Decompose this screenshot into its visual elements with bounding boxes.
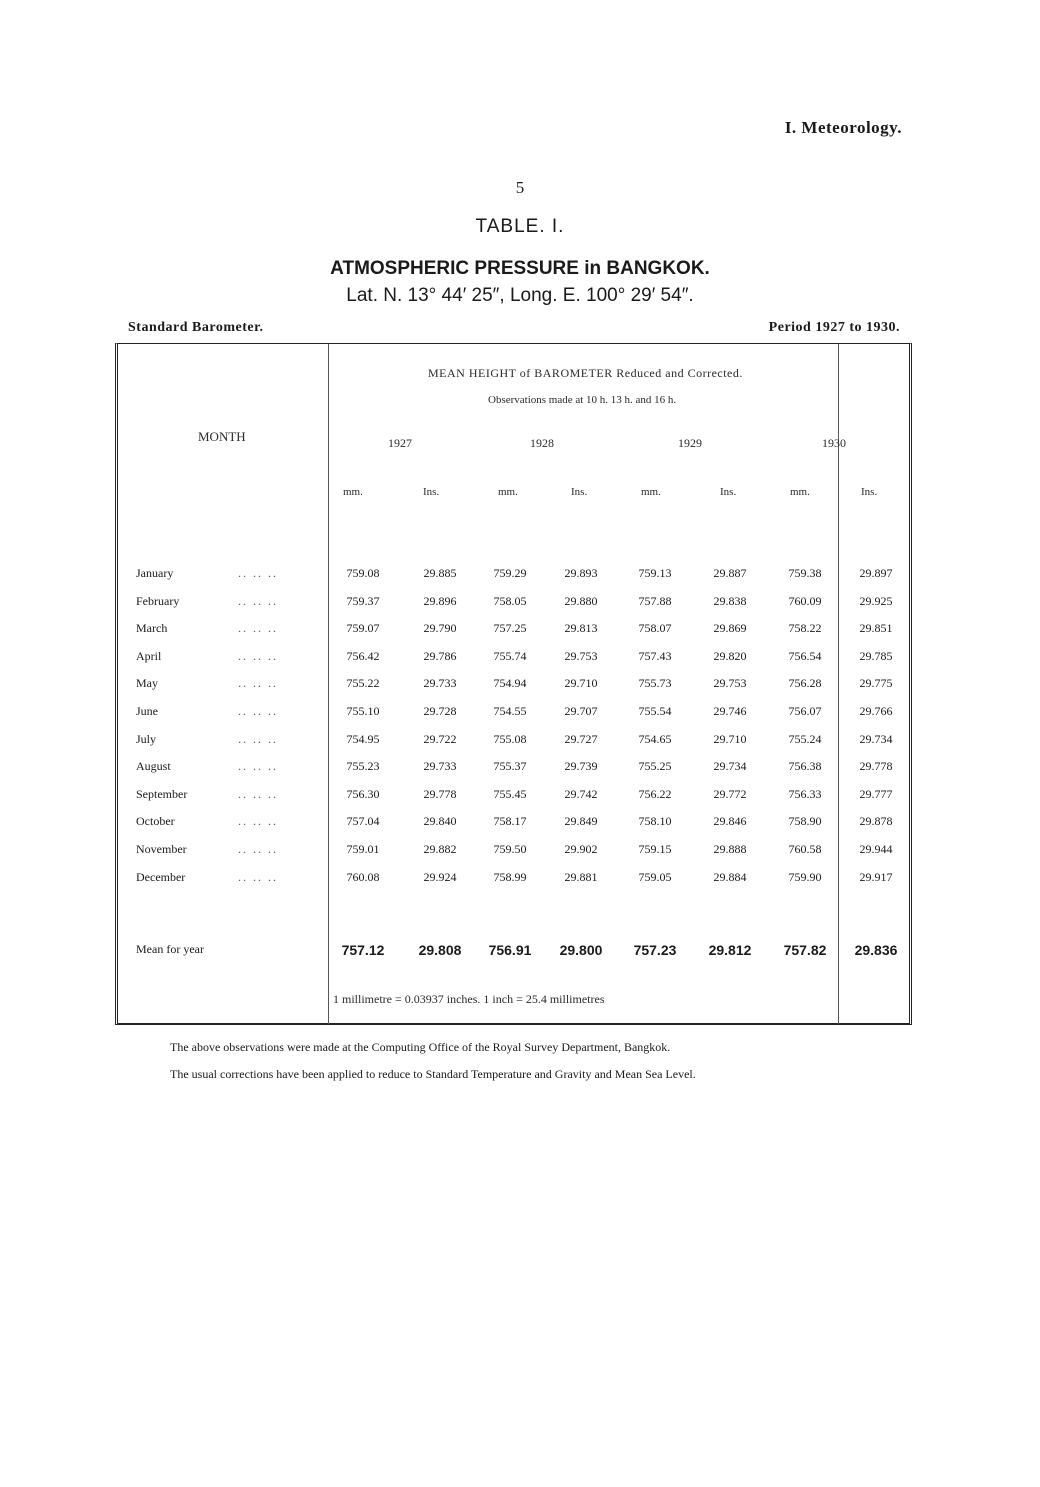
pressure-value: 29.924 bbox=[423, 869, 457, 884]
pressure-value: 754.94 bbox=[493, 676, 527, 691]
month-label: June bbox=[136, 704, 158, 718]
pressure-value: 29.902 bbox=[564, 842, 598, 856]
table-row bbox=[118, 704, 909, 731]
pressure-value: 759.15 bbox=[638, 842, 672, 856]
pressure-value: 756.54 bbox=[788, 648, 822, 663]
pressure-value: 755.23 bbox=[346, 759, 380, 774]
pressure-value: 29.869 bbox=[713, 621, 747, 636]
leader-dots: .. .. .. bbox=[238, 648, 278, 663]
pressure-value: 29.896 bbox=[423, 593, 457, 608]
pressure-value: 759.50 bbox=[493, 842, 527, 856]
pressure-value: 759.08 bbox=[346, 566, 380, 580]
pressure-value: 759.05 bbox=[638, 869, 672, 884]
pressure-value: 29.880 bbox=[564, 593, 598, 608]
month-label: April bbox=[136, 648, 162, 663]
pressure-value: 756.38 bbox=[788, 759, 822, 774]
pressure-value: 29.813 bbox=[564, 621, 598, 636]
leader-dots: .. .. .. bbox=[238, 593, 278, 608]
pressure-value: 29.790 bbox=[423, 621, 457, 636]
leader-dots: .. .. .. bbox=[238, 676, 278, 691]
pressure-value: 29.710 bbox=[713, 731, 747, 746]
leader-dots: .. .. .. bbox=[238, 759, 278, 774]
mean-value: 757.12 bbox=[341, 942, 385, 958]
table-row bbox=[118, 594, 909, 621]
pressure-value: 758.10 bbox=[638, 814, 672, 829]
unit-header: mm. bbox=[498, 486, 518, 498]
month-label: March bbox=[136, 621, 168, 636]
pressure-value: 757.43 bbox=[638, 648, 672, 663]
mean-value: 756.91 bbox=[488, 942, 532, 958]
pressure-value: 756.07 bbox=[788, 704, 822, 718]
pressure-value: 760.08 bbox=[346, 869, 380, 884]
pressure-value: 754.55 bbox=[493, 704, 527, 718]
table-row bbox=[118, 566, 909, 593]
pressure-value: 759.01 bbox=[346, 842, 380, 856]
pressure-value: 756.42 bbox=[346, 648, 380, 663]
note-corrections: The usual corrections have been applied to reduce to Standard Temperature and Gravity and Mean Sea Level. bbox=[170, 1067, 696, 1081]
pressure-value: 759.13 bbox=[638, 566, 672, 580]
pressure-value: 29.786 bbox=[423, 648, 457, 663]
month-label: May bbox=[136, 676, 158, 691]
pressure-value: 758.99 bbox=[493, 869, 527, 884]
pressure-value: 29.739 bbox=[564, 759, 598, 774]
table-row bbox=[118, 649, 909, 676]
leader-dots: .. .. .. bbox=[238, 814, 278, 829]
pressure-value: 29.777 bbox=[859, 786, 893, 801]
pressure-value: 29.722 bbox=[423, 731, 457, 746]
pressure-value: 754.95 bbox=[346, 731, 380, 746]
pressure-value: 29.885 bbox=[423, 566, 457, 580]
table-row bbox=[118, 759, 909, 786]
pressure-value: 759.07 bbox=[346, 621, 380, 636]
table-subtitle: Observations made at 10 h. 13 h. and 16 h. bbox=[488, 394, 677, 406]
page-title: ATMOSPHERIC PRESSURE in BANGKOK. bbox=[330, 258, 710, 279]
pressure-value: 29.766 bbox=[859, 704, 893, 718]
pressure-value: 29.733 bbox=[423, 676, 457, 691]
pressure-value: 29.882 bbox=[423, 842, 457, 856]
pressure-value: 29.753 bbox=[713, 676, 747, 691]
pressure-value: 29.785 bbox=[859, 648, 893, 663]
pressure-value: 29.846 bbox=[713, 814, 747, 829]
pressure-value: 29.728 bbox=[423, 704, 457, 718]
pressure-value: 758.05 bbox=[493, 593, 527, 608]
pressure-value: 757.04 bbox=[346, 814, 380, 829]
month-label: October bbox=[136, 814, 175, 829]
pressure-value: 756.33 bbox=[788, 786, 822, 801]
pressure-value: 29.820 bbox=[713, 648, 747, 663]
pressure-value: 29.925 bbox=[859, 593, 893, 608]
mean-row bbox=[118, 942, 909, 969]
coordinates: Lat. N. 13° 44′ 25″, Long. E. 100° 29′ 54″. bbox=[346, 285, 694, 306]
pressure-value: 759.29 bbox=[493, 566, 527, 580]
month-label: January bbox=[136, 566, 174, 580]
mean-value: 29.808 bbox=[418, 942, 462, 958]
pressure-value: 756.28 bbox=[788, 676, 822, 691]
mean-value: 29.836 bbox=[854, 942, 898, 958]
unit-header: mm. bbox=[790, 486, 810, 498]
pressure-value: 756.22 bbox=[638, 786, 672, 801]
pressure-value: 29.733 bbox=[423, 759, 457, 774]
pressure-value: 757.25 bbox=[493, 621, 527, 636]
leader-dots: .. .. .. bbox=[238, 704, 278, 718]
pressure-value: 29.742 bbox=[564, 786, 598, 801]
pressure-value: 755.25 bbox=[638, 759, 672, 774]
pressure-value: 758.90 bbox=[788, 814, 822, 829]
table-row bbox=[118, 732, 909, 759]
pressure-value: 757.88 bbox=[638, 593, 672, 608]
unit-header: Ins. bbox=[423, 486, 440, 498]
pressure-value: 755.37 bbox=[493, 759, 527, 774]
mean-value: 29.812 bbox=[708, 942, 752, 958]
pressure-value: 759.37 bbox=[346, 593, 380, 608]
leader-dots: .. .. .. bbox=[238, 869, 278, 884]
pressure-value: 755.73 bbox=[638, 676, 672, 691]
pressure-value: 29.887 bbox=[713, 566, 747, 580]
pressure-value: 29.897 bbox=[859, 566, 893, 580]
pressure-value: 758.22 bbox=[788, 621, 822, 636]
table-row bbox=[118, 842, 909, 869]
page-number: 5 bbox=[515, 178, 525, 197]
pressure-value: 755.08 bbox=[493, 731, 527, 746]
month-label: February bbox=[136, 593, 180, 608]
table-row bbox=[118, 621, 909, 648]
pressure-value: 755.24 bbox=[788, 731, 822, 746]
pressure-value: 29.734 bbox=[713, 759, 747, 774]
pressure-value: 29.772 bbox=[713, 786, 747, 801]
pressure-value: 756.30 bbox=[346, 786, 380, 801]
pressure-value: 29.917 bbox=[859, 869, 893, 884]
pressure-value: 29.838 bbox=[713, 593, 747, 608]
month-label: November bbox=[136, 842, 187, 856]
table-row bbox=[118, 676, 909, 703]
pressure-value: 759.38 bbox=[788, 566, 822, 580]
leader-dots: .. .. .. bbox=[238, 842, 278, 856]
pressure-value: 29.778 bbox=[859, 759, 893, 774]
period-caption: Period 1927 to 1930. bbox=[768, 320, 900, 335]
mean-value: 757.82 bbox=[783, 942, 827, 958]
month-header: MONTH bbox=[198, 429, 246, 444]
pressure-value: 760.09 bbox=[788, 593, 822, 608]
pressure-value: 29.710 bbox=[564, 676, 598, 691]
pressure-table bbox=[115, 343, 912, 1025]
mean-value: 29.800 bbox=[559, 942, 603, 958]
pressure-value: 760.58 bbox=[788, 842, 822, 856]
unit-header: Ins. bbox=[720, 486, 737, 498]
pressure-value: 29.727 bbox=[564, 731, 598, 746]
pressure-value: 29.849 bbox=[564, 814, 598, 829]
table-title: MEAN HEIGHT of BAROMETER Reduced and Corrected. bbox=[428, 366, 743, 380]
pressure-value: 754.65 bbox=[638, 731, 672, 746]
pressure-value: 29.944 bbox=[859, 842, 893, 856]
pressure-value: 29.707 bbox=[564, 704, 598, 718]
pressure-value: 29.881 bbox=[564, 869, 598, 884]
month-label: September bbox=[136, 786, 188, 801]
pressure-value: 29.851 bbox=[859, 621, 893, 636]
pressure-value: 29.878 bbox=[859, 814, 893, 829]
year-header: 1930 bbox=[822, 436, 846, 450]
month-label: August bbox=[136, 759, 171, 774]
year-header: 1928 bbox=[530, 436, 554, 450]
leader-dots: .. .. .. bbox=[238, 731, 278, 746]
unit-header: mm. bbox=[343, 486, 363, 498]
pressure-value: 29.778 bbox=[423, 786, 457, 801]
leader-dots: .. .. .. bbox=[238, 621, 278, 636]
conversion-footnote: 1 millimetre = 0.03937 inches. 1 inch = 25.4 millimetres bbox=[333, 992, 605, 1006]
table-row bbox=[118, 870, 909, 897]
pressure-value: 759.90 bbox=[788, 869, 822, 884]
pressure-value: 29.884 bbox=[713, 869, 747, 884]
pressure-value: 29.840 bbox=[423, 814, 457, 829]
leader-dots: .. .. .. bbox=[238, 786, 278, 801]
mean-label: Mean for year bbox=[136, 942, 204, 956]
pressure-value: 29.753 bbox=[564, 648, 598, 663]
pressure-value: 755.74 bbox=[493, 648, 527, 663]
month-label: July bbox=[136, 731, 157, 746]
year-header: 1929 bbox=[678, 436, 702, 450]
running-head: I. Meteorology. bbox=[784, 118, 902, 137]
table-row bbox=[118, 814, 909, 841]
pressure-value: 29.888 bbox=[713, 842, 747, 856]
pressure-value: 755.45 bbox=[493, 786, 527, 801]
pressure-value: 29.734 bbox=[859, 731, 893, 746]
pressure-value: 29.893 bbox=[564, 566, 598, 580]
year-header: 1927 bbox=[388, 436, 412, 450]
leader-dots: .. .. .. bbox=[238, 566, 278, 580]
mean-value: 757.23 bbox=[633, 942, 677, 958]
table-row bbox=[118, 787, 909, 814]
unit-header: Ins. bbox=[861, 486, 878, 498]
pressure-value: 755.54 bbox=[638, 704, 672, 718]
pressure-value: 755.22 bbox=[346, 676, 380, 691]
pressure-value: 758.17 bbox=[493, 814, 527, 829]
unit-header: mm. bbox=[641, 486, 661, 498]
instrument-caption: Standard Barometer. bbox=[128, 320, 264, 335]
pressure-value: 755.10 bbox=[346, 704, 380, 718]
pressure-value: 29.775 bbox=[859, 676, 893, 691]
pressure-value: 29.746 bbox=[713, 704, 747, 718]
pressure-value: 758.07 bbox=[638, 621, 672, 636]
unit-header: Ins. bbox=[571, 486, 588, 498]
table-label: TABLE. I. bbox=[475, 216, 565, 237]
note-observations: The above observations were made at the Computing Office of the Royal Survey Department, Bangkok. bbox=[170, 1040, 671, 1054]
month-label: December bbox=[136, 869, 186, 884]
